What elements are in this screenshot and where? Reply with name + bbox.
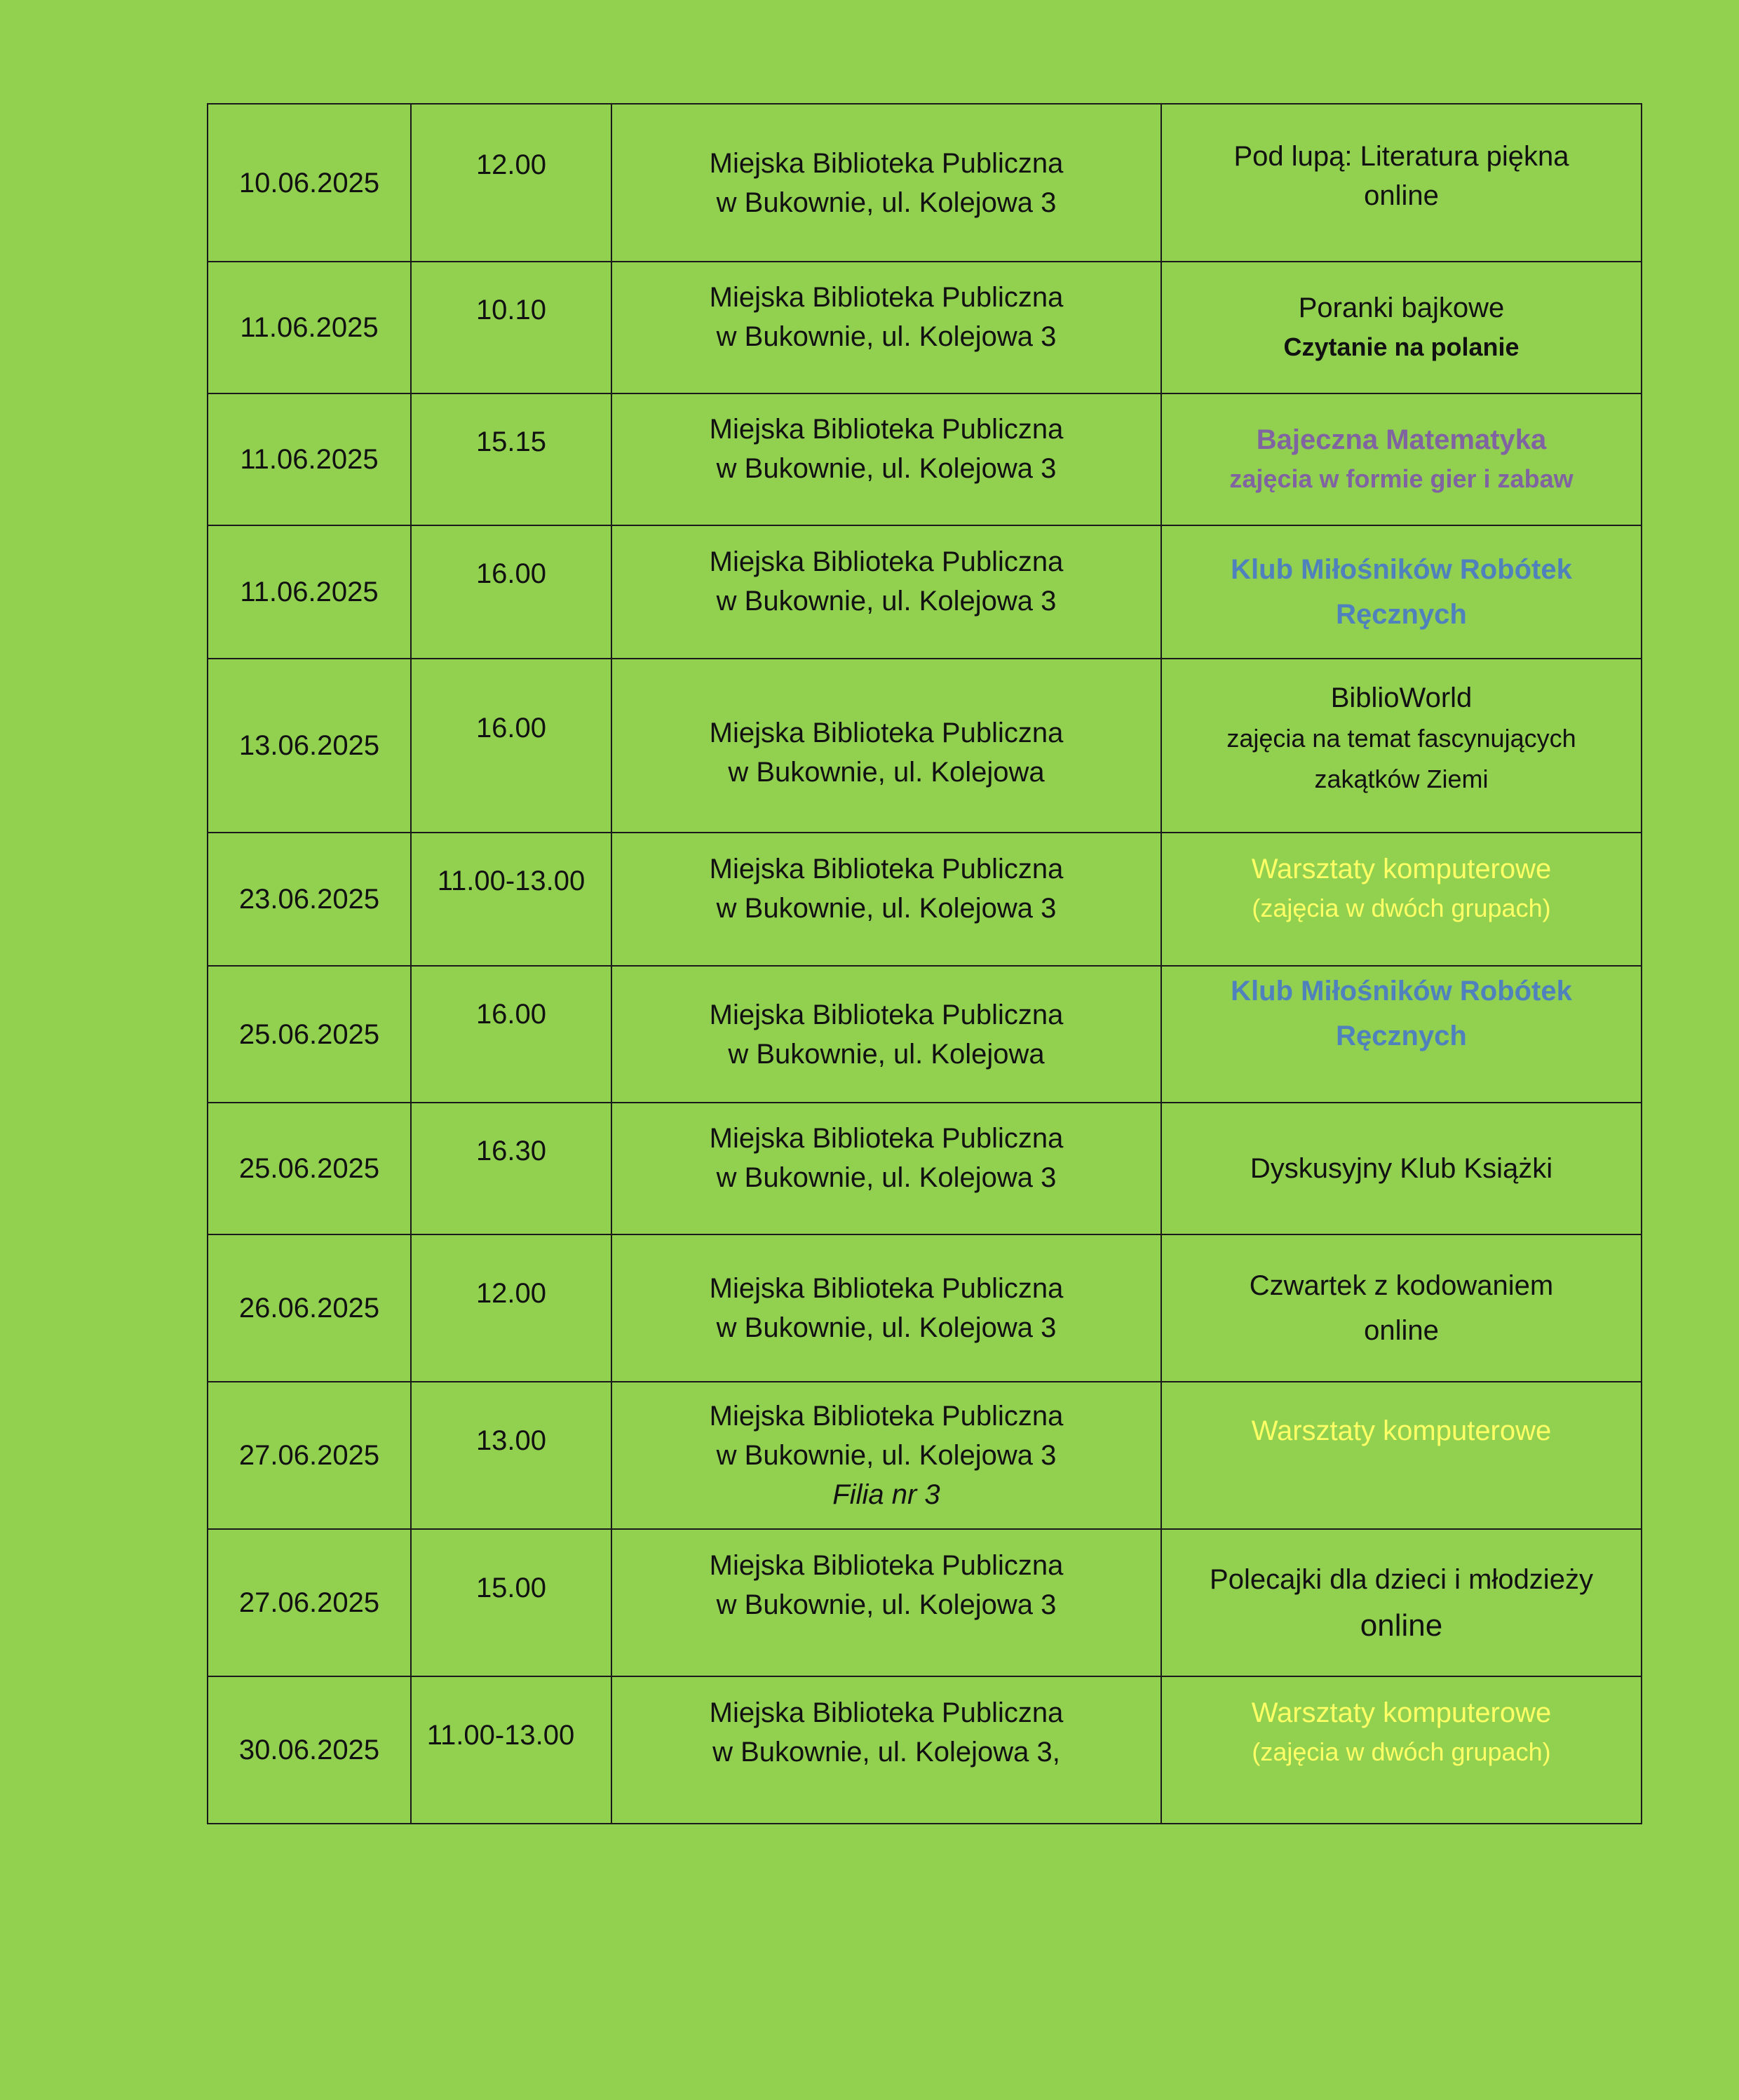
event-subtitle: (zajęcia w dwóch grupach) xyxy=(1252,894,1551,922)
place-name: Miejska Biblioteka Publiczna xyxy=(709,1123,1064,1154)
table-row xyxy=(208,1103,1642,1234)
table-row xyxy=(208,659,1642,833)
place-name: Miejska Biblioteka Publiczna xyxy=(709,147,1064,179)
event-cell xyxy=(1161,262,1642,393)
place-name: Miejska Biblioteka Publiczna xyxy=(709,414,1064,445)
place-cell xyxy=(611,1103,1161,1234)
event-cell xyxy=(1161,1234,1642,1382)
event-subtitle: Ręcznych xyxy=(1336,599,1467,630)
event-title: Dyskusyjny Klub Książki xyxy=(1250,1153,1553,1184)
place-address: w Bukownie, ul. Kolejowa 3 xyxy=(716,1312,1057,1343)
place-name: Miejska Biblioteka Publiczna xyxy=(709,1697,1064,1728)
event-title: Czwartek z kodowaniem xyxy=(1249,1270,1554,1301)
place-address: w Bukownie, ul. Kolejowa 3 xyxy=(716,187,1057,218)
schedule-table xyxy=(207,103,1642,1824)
event-cell xyxy=(1161,1382,1642,1529)
event-subtitle: online xyxy=(1364,180,1439,211)
place-cell xyxy=(611,1234,1161,1382)
place-cell xyxy=(611,104,1161,262)
time-cell xyxy=(411,1529,611,1676)
place-name: Miejska Biblioteka Publiczna xyxy=(709,854,1064,884)
place-cell xyxy=(611,1529,1161,1676)
time-text: 16.00 xyxy=(475,558,547,589)
place-cell xyxy=(611,1382,1161,1529)
time-text: 16.30 xyxy=(475,1136,547,1166)
event-title: Poranki bajkowe xyxy=(1298,292,1505,323)
time-text: 16.00 xyxy=(475,713,547,743)
table-row xyxy=(208,393,1642,525)
event-title: BiblioWorld xyxy=(1330,682,1473,713)
date-cell: 27.06.2025 xyxy=(208,1382,411,1529)
time-text: 11.00-13.00 xyxy=(426,1720,575,1751)
event-cell xyxy=(1161,1529,1642,1676)
date-cell: 25.06.2025 xyxy=(208,966,411,1103)
event-title: Bajeczna Matematyka xyxy=(1256,424,1547,455)
event-cell xyxy=(1161,659,1642,833)
event-title: Warsztaty komputerowe xyxy=(1251,1697,1552,1728)
event-subtitle-2: zakątków Ziemi xyxy=(1314,765,1489,793)
event-subtitle: zajęcia na temat fascynujących xyxy=(1226,724,1576,753)
event-cell xyxy=(1161,393,1642,525)
event-title: Klub Miłośników Robótek xyxy=(1231,975,1572,1007)
place-address: w Bukownie, ul. Kolejowa 3 xyxy=(716,1440,1057,1471)
event-subtitle: (zajęcia w dwóch grupach) xyxy=(1252,1737,1551,1766)
time-cell xyxy=(411,659,611,833)
event-cell xyxy=(1161,966,1642,1103)
table-row xyxy=(208,525,1642,659)
place-cell xyxy=(611,966,1161,1103)
time-text: 16.00 xyxy=(475,999,547,1030)
place-cell xyxy=(611,659,1161,833)
event-cell xyxy=(1161,104,1642,262)
event-title: Polecajki dla dzieci i młodzieży xyxy=(1210,1564,1593,1595)
time-text: 10.10 xyxy=(475,295,547,325)
place-cell xyxy=(611,833,1161,966)
table-row xyxy=(208,1529,1642,1676)
place-address: w Bukownie, ul. Kolejowa 3 xyxy=(716,1589,1057,1620)
event-cell xyxy=(1161,833,1642,966)
place-address: w Bukownie, ul. Kolejowa 3 xyxy=(716,893,1057,924)
time-cell xyxy=(411,393,611,525)
place-name: Miejska Biblioteka Publiczna xyxy=(709,1401,1064,1432)
event-title: Klub Miłośników Robótek xyxy=(1231,554,1572,585)
event-subtitle: Czytanie na polanie xyxy=(1283,332,1520,361)
place-name: Miejska Biblioteka Publiczna xyxy=(709,718,1064,748)
event-subtitle: online xyxy=(1364,1315,1439,1346)
time-cell xyxy=(411,966,611,1103)
date-cell: 11.06.2025 xyxy=(208,525,411,659)
date-cell: 13.06.2025 xyxy=(208,659,411,833)
time-cell xyxy=(411,1234,611,1382)
table-row xyxy=(208,833,1642,966)
place-cell xyxy=(611,525,1161,659)
place-name: Miejska Biblioteka Publiczna xyxy=(709,546,1064,577)
time-cell xyxy=(411,262,611,393)
event-cell xyxy=(1161,1676,1642,1824)
event-subtitle: Ręcznych xyxy=(1336,1020,1467,1051)
date-cell: 23.06.2025 xyxy=(208,833,411,966)
date-cell: 27.06.2025 xyxy=(208,1529,411,1676)
place-address: w Bukownie, ul. Kolejowa 3, xyxy=(712,1737,1060,1768)
time-cell xyxy=(411,525,611,659)
date-cell: 26.06.2025 xyxy=(208,1234,411,1382)
place-address: w Bukownie, ul. Kolejowa xyxy=(728,757,1045,788)
event-cell xyxy=(1161,525,1642,659)
table-row xyxy=(208,1234,1642,1382)
date-cell: 25.06.2025 xyxy=(208,1103,411,1234)
time-text: 13.00 xyxy=(475,1425,547,1456)
place-cell xyxy=(611,393,1161,525)
time-text: 15.15 xyxy=(475,426,547,457)
table-row xyxy=(208,1382,1642,1529)
time-text: 11.00-13.00 xyxy=(437,866,586,896)
event-subtitle: zajęcia w formie gier i zabaw xyxy=(1229,464,1574,493)
place-branch-note: Filia nr 3 xyxy=(832,1479,940,1510)
table-row xyxy=(208,262,1642,393)
time-cell xyxy=(411,833,611,966)
place-address: w Bukownie, ul. Kolejowa 3 xyxy=(716,453,1057,484)
place-address: w Bukownie, ul. Kolejowa 3 xyxy=(716,1162,1057,1193)
place-cell xyxy=(611,262,1161,393)
event-title: Pod lupą: Literatura piękna xyxy=(1233,140,1569,172)
event-cell xyxy=(1161,1103,1642,1234)
place-address: w Bukownie, ul. Kolejowa 3 xyxy=(716,586,1057,617)
time-text: 12.00 xyxy=(475,1278,547,1309)
date-cell: 10.06.2025 xyxy=(208,104,411,262)
place-address: w Bukownie, ul. Kolejowa 3 xyxy=(716,321,1057,352)
date-cell: 11.06.2025 xyxy=(208,393,411,525)
place-name: Miejska Biblioteka Publiczna xyxy=(709,1273,1064,1304)
place-address: w Bukownie, ul. Kolejowa xyxy=(728,1038,1045,1070)
time-cell xyxy=(411,104,611,262)
time-text: 15.00 xyxy=(475,1573,547,1603)
place-name: Miejska Biblioteka Publiczna xyxy=(709,282,1064,313)
event-subtitle: online xyxy=(1360,1608,1443,1643)
time-text: 12.00 xyxy=(475,149,547,180)
place-cell xyxy=(611,1676,1161,1824)
time-cell xyxy=(411,1103,611,1234)
table-row xyxy=(208,966,1642,1103)
time-cell xyxy=(411,1676,611,1824)
event-title: Warsztaty komputerowe xyxy=(1251,1415,1552,1446)
event-title: Warsztaty komputerowe xyxy=(1251,854,1552,884)
table-row xyxy=(208,104,1642,262)
time-cell xyxy=(411,1382,611,1529)
table-row xyxy=(208,1676,1642,1824)
date-cell: 30.06.2025 xyxy=(208,1676,411,1824)
place-name: Miejska Biblioteka Publiczna xyxy=(709,1550,1064,1581)
date-cell: 11.06.2025 xyxy=(208,262,411,393)
place-name: Miejska Biblioteka Publiczna xyxy=(709,999,1064,1030)
